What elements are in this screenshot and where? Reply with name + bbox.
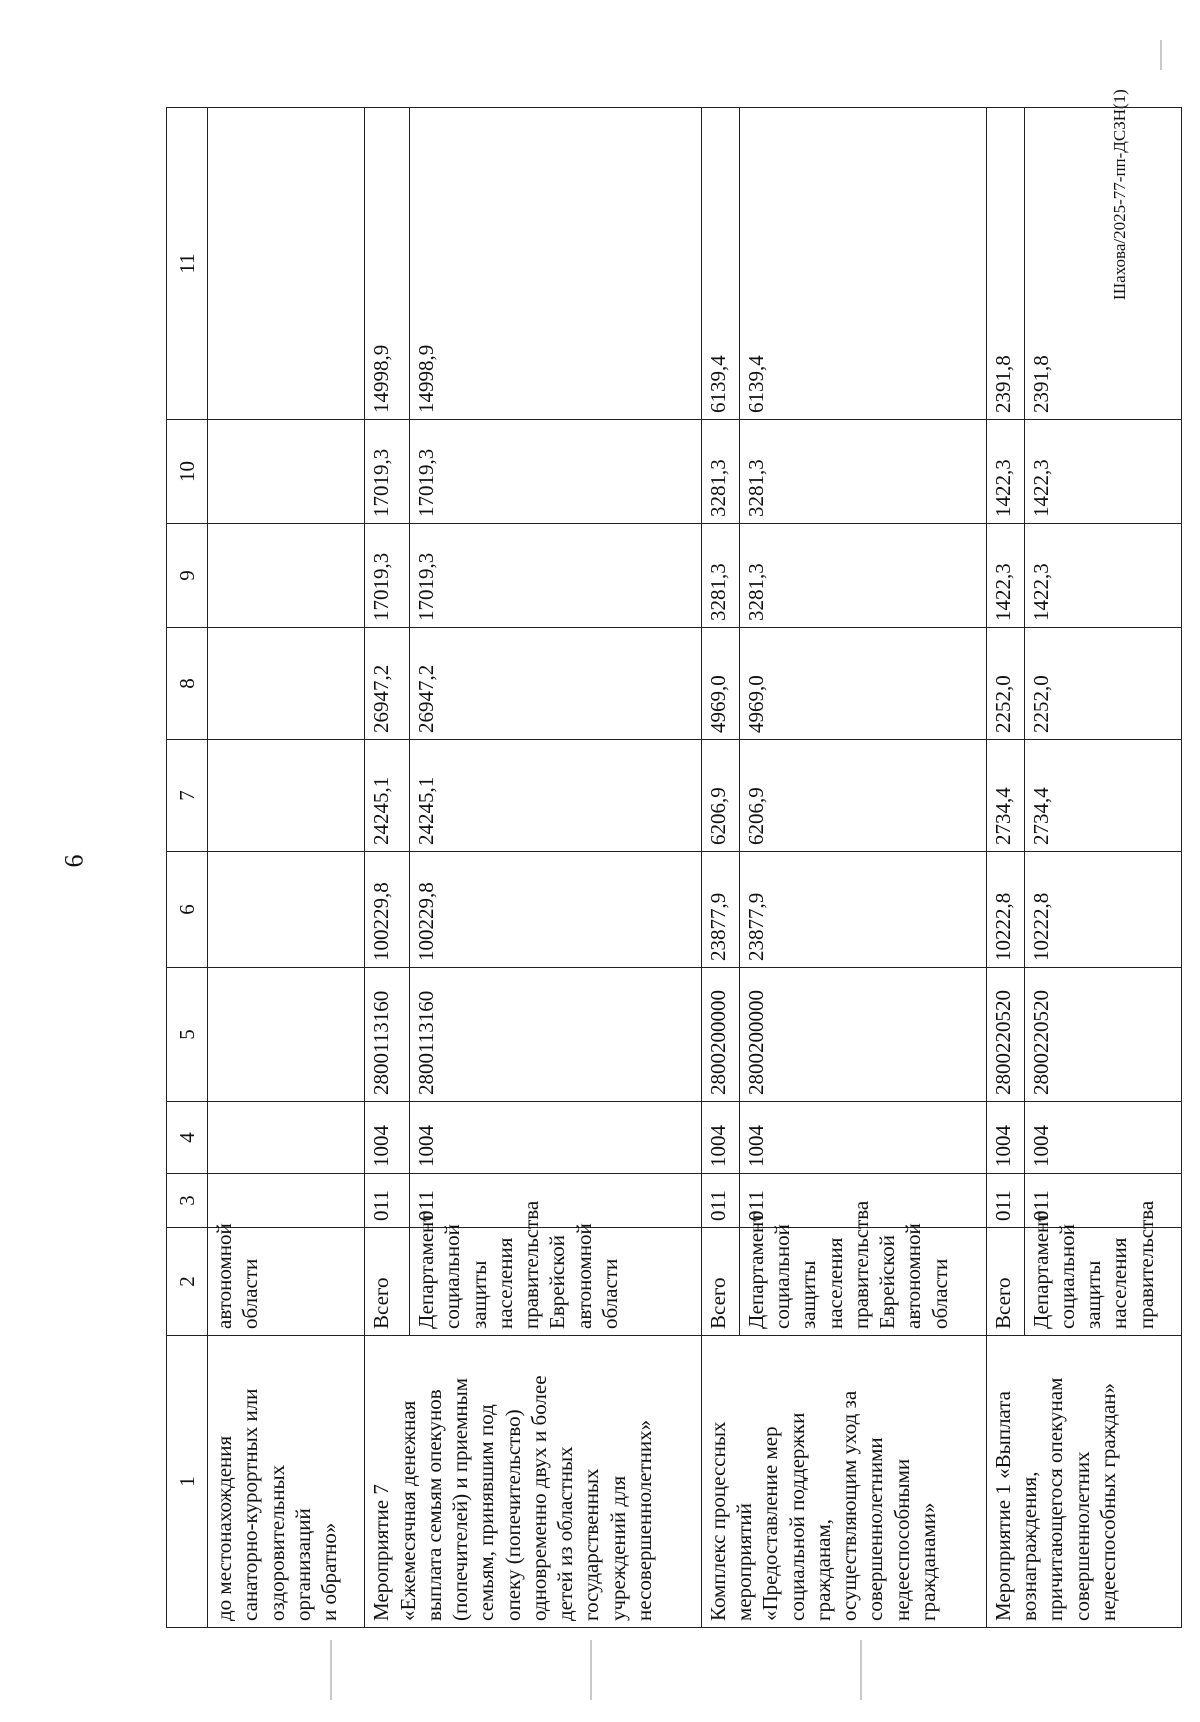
text-line: санаторно-курортных или [238, 1388, 263, 1621]
text-line: Еврейской [545, 1235, 570, 1329]
target-article-cell: 2800200000 [739, 968, 986, 1102]
executor-cell [208, 1223, 365, 1336]
text-line: Мероприятие 1 «Выплата [990, 1391, 1015, 1621]
amount-cell: 3281,3 [739, 524, 986, 628]
text-line: совершеннолетними [863, 1437, 888, 1621]
grbs-cell: 011 [701, 1174, 739, 1228]
text-line: Еврейской [875, 1235, 900, 1329]
text-line: Мероприятие 7 [369, 1484, 394, 1621]
text-line: опеку (попечительство) [500, 1409, 525, 1621]
header-row [167, 108, 208, 1628]
amount-cell: 6139,4 [739, 108, 986, 420]
text-line: семьям, принявшим под [474, 1404, 499, 1621]
measure-description-cell [365, 1336, 702, 1628]
total-amount-cell: 23877,9 [739, 852, 986, 968]
text-line: правительства [519, 1200, 544, 1329]
text-line: Департамент [1028, 1212, 1053, 1329]
section-code-cell: 1004 [365, 1102, 410, 1174]
column-header: 1 [167, 1336, 208, 1628]
amount-cell: 4969,0 [739, 628, 986, 740]
text-line: выплата семьям опекунов [421, 1389, 446, 1621]
scan-edge-mark [590, 1640, 592, 1700]
text-line: «Ежемесячная денежная [395, 1400, 420, 1621]
grbs-cell: 011 [1024, 1174, 1181, 1228]
executor-cell: Всего [701, 1228, 739, 1336]
table-row [986, 108, 1024, 1628]
amount-cell [208, 628, 365, 740]
amount-cell: 2391,8 [986, 108, 1024, 420]
text-line: населения [1107, 1237, 1132, 1329]
text-line: области [597, 1258, 622, 1329]
text-line: автономной [571, 1223, 596, 1329]
text-line: детей из областных [553, 1446, 578, 1621]
target-article-cell [208, 968, 365, 1102]
page-number: 6 [59, 854, 89, 868]
section-code-cell [208, 1102, 365, 1174]
column-header: 5 [167, 968, 208, 1102]
amount-cell: 14998,9 [365, 108, 410, 420]
amount-cell: 17019,3 [410, 420, 702, 524]
amount-cell: 2252,0 [986, 628, 1024, 740]
amount-cell: 6206,9 [701, 740, 739, 852]
measure-description-cell [208, 1336, 365, 1628]
text-line: правительства [1133, 1200, 1158, 1329]
amount-cell: 4969,0 [701, 628, 739, 740]
table-row [365, 108, 410, 1628]
section-code-cell: 1004 [739, 1102, 986, 1174]
grbs-cell [208, 1174, 365, 1228]
column-header: 2 [167, 1228, 208, 1336]
amount-cell: 24245,1 [410, 740, 702, 852]
amount-cell: 26947,2 [410, 628, 702, 740]
column-header: 10 [167, 420, 208, 524]
amount-cell: 17019,3 [365, 524, 410, 628]
text-line: автономной [212, 1223, 236, 1329]
amount-cell: 2734,4 [1024, 740, 1181, 852]
text-line: Департамент [743, 1212, 768, 1329]
amount-cell [208, 740, 365, 852]
text-line: мероприятий [732, 1503, 757, 1621]
text-line: до местонахождения [212, 1435, 236, 1621]
amount-cell: 6139,4 [701, 108, 739, 420]
text-line: защиты [466, 1260, 491, 1329]
text-line: несовершеннолетних» [631, 1419, 656, 1621]
column-header: 4 [167, 1102, 208, 1174]
total-amount-cell [208, 852, 365, 968]
executor-cell: Всего [986, 1228, 1024, 1336]
grbs-cell: 011 [410, 1174, 702, 1228]
column-header: 11 [167, 108, 208, 420]
scan-edge-mark [860, 1640, 862, 1700]
amount-cell [208, 420, 365, 524]
text-line: социальной [440, 1224, 465, 1329]
amount-cell: 26947,2 [365, 628, 410, 740]
text-line: одновременно двух и более [526, 1375, 551, 1621]
text-line: учреждений для [605, 1475, 630, 1621]
text-line: организаций [290, 1508, 315, 1621]
target-article-cell: 2800220520 [986, 968, 1024, 1102]
amount-cell: 2252,0 [1024, 628, 1181, 740]
column-header: 7 [167, 740, 208, 852]
text-line: оздоровительных [264, 1464, 289, 1621]
document-code: Шахова/2025-77-пп-ДСЗН(1) [1110, 89, 1129, 300]
text-line: (попечителей) и приемным [448, 1377, 473, 1621]
text-line: недееспособных граждан» [1095, 1382, 1120, 1621]
text-line: государственных [579, 1468, 604, 1621]
column-header: 8 [167, 628, 208, 740]
target-article-cell: 2800113160 [410, 968, 702, 1102]
amount-cell: 1422,3 [986, 420, 1024, 524]
text-line: социальной поддержки [784, 1412, 809, 1621]
section-code-cell: 1004 [410, 1102, 702, 1174]
column-header: 9 [167, 524, 208, 628]
text-line: вознаграждения, [1017, 1471, 1042, 1621]
amount-cell [208, 108, 365, 420]
total-amount-cell: 23877,9 [701, 852, 739, 968]
text-line: Департамент [414, 1212, 439, 1329]
amount-cell: 3281,3 [701, 420, 739, 524]
text-line: причитающегося опекунам [1043, 1377, 1068, 1621]
column-header: 6 [167, 852, 208, 968]
total-amount-cell: 100229,8 [365, 852, 410, 968]
amount-cell: 24245,1 [365, 740, 410, 852]
column-header: 3 [167, 1174, 208, 1228]
grbs-cell: 011 [365, 1174, 410, 1228]
target-article-cell: 2800220520 [1024, 968, 1181, 1102]
text-line: социальной [770, 1224, 795, 1329]
measure-description-cell [986, 1336, 1181, 1628]
executor-cell: Всего [365, 1228, 410, 1336]
text-line: совершеннолетних [1069, 1451, 1094, 1621]
text-line: гражданами» [915, 1502, 940, 1621]
amount-cell: 6206,9 [739, 740, 986, 852]
target-article-cell: 2800200000 [701, 968, 739, 1102]
grbs-cell: 011 [739, 1174, 986, 1228]
table-row [208, 108, 365, 1628]
amount-cell: 2391,8 [1024, 108, 1181, 420]
text-line: гражданам, [810, 1518, 835, 1621]
section-code-cell: 1004 [1024, 1102, 1181, 1174]
amount-cell: 17019,3 [410, 524, 702, 628]
total-amount-cell: 10222,8 [986, 852, 1024, 968]
text-line: и обратно» [317, 1522, 341, 1621]
amount-cell: 2734,4 [986, 740, 1024, 852]
section-code-cell: 1004 [986, 1102, 1024, 1174]
target-article-cell: 2800113160 [365, 968, 410, 1102]
text-line: области [238, 1258, 263, 1329]
text-line: автономной [901, 1223, 926, 1329]
grbs-cell: 011 [986, 1174, 1024, 1228]
text-line: «Предоставление мер [758, 1426, 783, 1621]
measure-description-cell [701, 1336, 986, 1628]
amount-cell: 3281,3 [701, 524, 739, 628]
text-line: социальной [1054, 1224, 1079, 1329]
budget-table [166, 107, 1182, 1628]
amount-cell: 3281,3 [739, 420, 986, 524]
amount-cell: 1422,3 [1024, 420, 1181, 524]
text-line: осуществляющим уход за [837, 1390, 862, 1621]
text-line: Комплекс процессных [705, 1421, 730, 1621]
text-line: населения [822, 1237, 847, 1329]
text-line: населения [492, 1237, 517, 1329]
budget-table-container [166, 108, 1182, 1628]
text-line: правительства [848, 1200, 873, 1329]
table-row [701, 108, 739, 1628]
text-line: области [927, 1258, 952, 1329]
text-line: недееспособными [889, 1458, 914, 1621]
amount-cell: 1422,3 [1024, 524, 1181, 628]
amount-cell: 17019,3 [365, 420, 410, 524]
amount-cell: 14998,9 [410, 108, 702, 420]
amount-cell [208, 524, 365, 628]
text-line: защиты [796, 1260, 821, 1329]
total-amount-cell: 10222,8 [1024, 852, 1181, 968]
total-amount-cell: 100229,8 [410, 852, 702, 968]
scan-edge-mark [1160, 40, 1162, 70]
scan-edge-mark [330, 1640, 332, 1700]
section-code-cell: 1004 [701, 1102, 739, 1174]
amount-cell: 1422,3 [986, 524, 1024, 628]
text-line: защиты [1081, 1260, 1106, 1329]
